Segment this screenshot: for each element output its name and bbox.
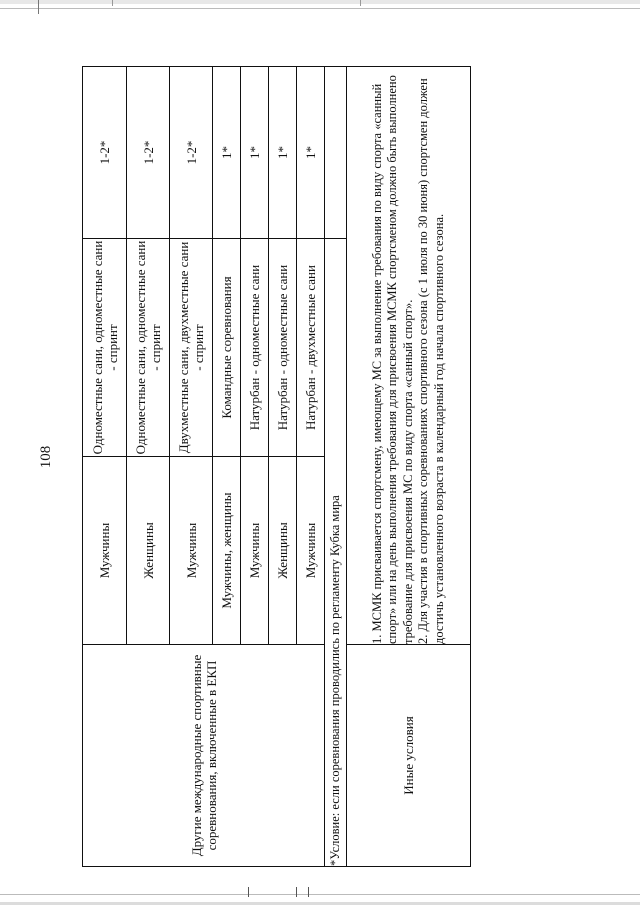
condition-paragraph-1: 1. МСМК присваивается спортсмену, имеющему МС за выполнение требования по виду спорта «санный спорт» или на день выполнения требования для присвоения МСМК спортсменом должно быть выполнено требование для присвоения МС по виду спорта «санный спорт». xyxy=(369,75,415,644)
scan-edge-line-bottom xyxy=(0,894,640,895)
page-number: 108 xyxy=(38,445,54,469)
discipline-cell: Одноместные сани, одноместные сани - спринт xyxy=(83,239,127,457)
other-conditions-text xyxy=(347,67,471,645)
other-conditions-row xyxy=(347,67,471,867)
discipline-cell: Натурбан - двухместные сани xyxy=(297,239,325,457)
competition-category-cell: Другие международные спортивные соревнования, включенные в ЕКП xyxy=(83,645,325,867)
place-cell: 1-2* xyxy=(83,67,127,239)
qualification-table xyxy=(82,66,471,867)
scan-edge-top xyxy=(0,0,640,4)
scan-mark xyxy=(38,0,39,14)
discipline-cell: Натурбан - одноместные сани xyxy=(241,239,269,457)
gender-cell: Мужчины xyxy=(170,457,213,645)
gender-cell: Мужчины, женщины xyxy=(213,457,241,645)
place-cell: 1* xyxy=(241,67,269,239)
place-cell: 1* xyxy=(269,67,297,239)
place-cell: 1-2* xyxy=(127,67,170,239)
condition-paragraph-2: 2. Для участия в спортивных соревнованиях спортивного сезона (с 1 июля по 30 июня) спортсмен должен достичь установленного возраста в календарный год начала спортивного сезона. xyxy=(416,78,446,644)
table-row xyxy=(83,67,127,867)
scan-mark xyxy=(112,0,113,6)
scan-mark xyxy=(308,887,309,897)
scan-edge-line-top xyxy=(0,8,640,9)
discipline-cell: Одноместные сани, одноместные сани - спринт xyxy=(127,239,170,457)
scan-mark xyxy=(296,887,297,897)
gender-cell: Мужчины xyxy=(241,457,269,645)
place-cell: 1* xyxy=(213,67,241,239)
other-conditions-label: Иные условия xyxy=(347,645,471,867)
place-cell: 1-2* xyxy=(170,67,213,239)
discipline-cell: Двухместные сани, двухместные сани - спринт xyxy=(170,239,213,457)
place-cell: 1* xyxy=(297,67,325,239)
gender-cell: Мужчины xyxy=(83,457,127,645)
discipline-cell: Командные соревнования xyxy=(213,239,241,457)
footnote-row xyxy=(325,67,347,867)
gender-cell: Мужчины xyxy=(297,457,325,645)
scan-mark xyxy=(360,0,361,6)
gender-cell: Женщины xyxy=(127,457,170,645)
gender-cell: Женщины xyxy=(269,457,297,645)
rotated-page xyxy=(28,57,448,877)
footnote-text: *Условие: если соревнования проводились по регламенту Кубка мира xyxy=(325,239,347,867)
scan-mark xyxy=(248,887,249,897)
discipline-cell: Натурбан - одноместные сани xyxy=(269,239,297,457)
